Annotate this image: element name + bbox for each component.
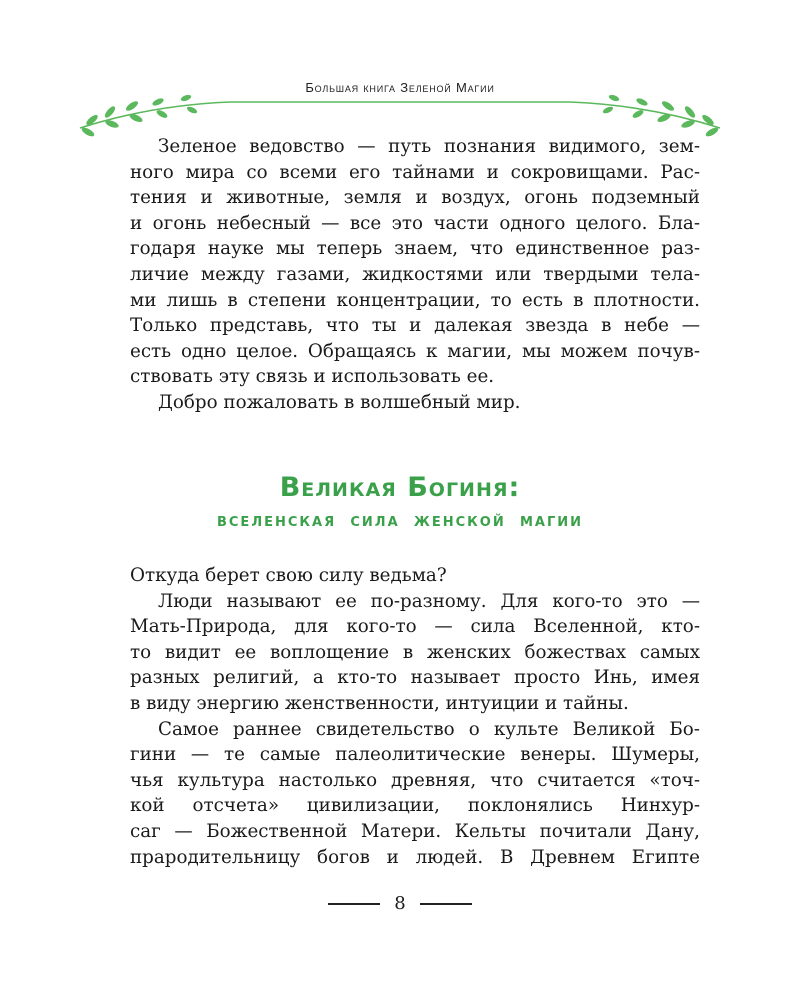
text-line: Зеленое ведовство — путь познания видимого, зем- [158, 136, 700, 157]
left-leaves-icon [80, 94, 198, 138]
page-folio [0, 893, 800, 914]
text-line: Мать-Природа, для кого-то — сила Вселенной, кто- [130, 616, 700, 638]
text-line: личие между газами, жидкостями или твердыми тела- [130, 263, 700, 285]
text-line: Люди называют ее по-разному. Для кого-то это — [158, 590, 700, 612]
text-line: гини — те самые палеолитические венеры. Шумеры, [130, 744, 700, 766]
page-number: 8 [394, 893, 406, 914]
text-line: саг — Божественной Матери. Кельты почитали Дану, [130, 820, 700, 842]
text-line: ного мира со всеми его тайнами и сокровищами. Рас- [130, 161, 700, 183]
folio-rule-right [420, 903, 472, 905]
text-line: Откуда берет свою силу ведьма? [130, 565, 447, 586]
vine-ornament [70, 90, 730, 140]
section-title: Великая Богиня: [279, 472, 521, 503]
text-line: Только представь, что ты и далекая звезда в небе — [130, 315, 700, 337]
text-line: тения и животные, земля и воздух, огонь подземный [130, 187, 700, 209]
right-leaves-icon [602, 94, 720, 138]
running-head: Большая книга Зеленой Магии [305, 80, 495, 95]
text-line: есть одно целое. Обращаясь к магии, мы можем почув- [130, 340, 700, 362]
paragraph-welcome [130, 390, 700, 416]
text-line: разных религий, а кто-то называет просто Инь, имея [130, 667, 700, 689]
paragraph-intro [130, 134, 700, 390]
paragraph-names [130, 589, 700, 717]
text-line: и огонь небесный — все это части одного целого. Бла- [130, 212, 700, 234]
section-subtitle: вселенская сила женской магии [216, 510, 584, 531]
text-line: ми лишь в степени концентрации, то есть в плотности. [130, 289, 700, 311]
section-text-block [130, 563, 700, 870]
text-line: кой отсчета» цивилизации, поклонялись Нинхур- [130, 795, 700, 817]
text-line: годаря науке мы теперь знаем, что единственное раз- [130, 238, 700, 260]
paragraph-question [130, 563, 700, 589]
text-line: ствовать эту связь и использовать ее. [130, 366, 495, 388]
text-line: Добро пожаловать в волшебный мир. [158, 391, 521, 413]
intro-text-block [130, 134, 700, 416]
paragraph-history [130, 717, 700, 871]
text-line: в виду энергию женственности, интуиции и тайны. [130, 692, 629, 714]
text-line: то видит ее воплощение в женских божествах самых [130, 641, 700, 663]
text-line: прародительницу богов и людей. В Древнем Египте [130, 846, 700, 868]
text-line: Самое раннее свидетельство о культе Великой Бо- [158, 718, 700, 740]
text-line: чья культура настолько древняя, что считается «точ- [130, 769, 700, 791]
folio-rule-left [328, 903, 380, 905]
